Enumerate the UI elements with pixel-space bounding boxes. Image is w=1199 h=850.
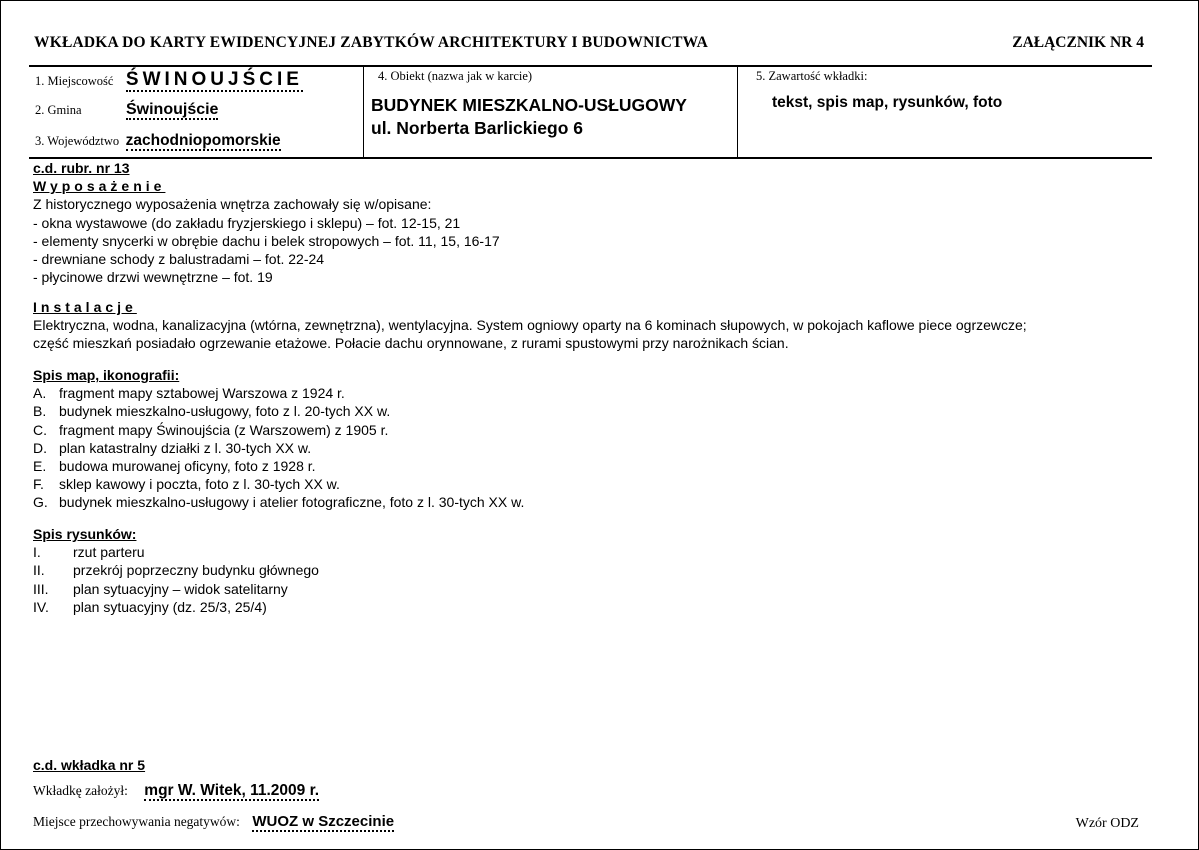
list-item: [33, 439, 524, 457]
contents-label: 5. Zawartość wkładki:: [756, 69, 868, 83]
item-key: II.: [33, 562, 45, 579]
document-title: WKŁADKA DO KARTY EWIDENCYJNEJ ZABYTKÓW ARCHITEKTURY I BUDOWNICTWA: [34, 34, 709, 51]
voivodeship-row: [35, 132, 281, 150]
equipment-intro: Z historycznego wyposażenia wnętrza zachowały się w/opisane:: [33, 196, 432, 213]
list-item: [33, 598, 319, 616]
installations-section: [33, 298, 1027, 353]
item-key: D.: [33, 439, 47, 456]
item-key: G.: [33, 494, 48, 511]
equipment-heading: Wyposażenie: [33, 178, 166, 195]
object-address: ul. Norberta Barlickiego 6: [371, 118, 584, 138]
installations-heading: Instalacje: [33, 299, 137, 315]
drawings-list: [33, 543, 319, 616]
form-pattern: Wzór ODZ: [1075, 816, 1139, 831]
installations-text-line-2: część mieszkań posiadało ogrzewanie etażowe. Połacie dachu orynnowane, z rurami spustowymi przy narożnikach ścian.: [33, 335, 789, 352]
item-key: A.: [33, 385, 47, 402]
list-item: [33, 457, 524, 475]
list-item: [33, 421, 524, 439]
equipment-list: [33, 214, 500, 287]
commune-row: [35, 101, 218, 119]
contents-value: tekst, spis map, rysunków, foto: [772, 94, 1003, 111]
voivodeship-value: zachodniopomorskie: [125, 132, 281, 149]
commune-value: Świnoujście: [125, 101, 219, 118]
maps-section: [33, 366, 524, 512]
author-value: mgr W. Witek, 11.2009 r.: [144, 782, 320, 799]
item-text: plan sytuacyjny – widok satelitarny: [73, 580, 288, 597]
object-column: [363, 67, 738, 157]
item-key: C.: [33, 421, 47, 438]
installations-text-line-1: Elektryczna, wodna, kanalizacyjna (wtórna, zewnętrzna), wentylacyjna. System ogniowy oparty na 6 kominach słupowych, w pokojach kaflowe piece ogrzewcze;: [33, 317, 1027, 334]
item-key: I.: [33, 544, 41, 561]
list-item: - okna wystawowe (do zakładu fryzjerskiego i sklepu) – fot. 12-15, 21: [33, 214, 461, 231]
list-item: - płycinowe drzwi wewnętrzne – fot. 19: [33, 269, 273, 286]
item-text: fragment mapy Świnoujścia (z Warszowem) z 1905 r.: [59, 421, 389, 438]
item-text: budynek mieszkalno-usługowy, foto z l. 20-tych XX w.: [59, 403, 391, 420]
item-key: E.: [33, 458, 47, 475]
continuation-note: c.d. wkładka nr 5: [33, 757, 146, 773]
object-label: 4. Obiekt (nazwa jak w karcie): [378, 69, 533, 83]
item-text: plan sytuacyjny (dz. 25/3, 25/4): [73, 598, 267, 615]
item-key: IV.: [33, 598, 49, 615]
storage-label: Miejsce przechowywania negatywów:: [33, 814, 240, 829]
equipment-section: [33, 159, 500, 286]
drawings-heading: Spis rysunków:: [33, 526, 137, 542]
author-row: [33, 782, 319, 800]
list-item: [33, 543, 319, 561]
locality-value: ŚWINOUJŚCIE: [125, 69, 303, 90]
list-item: [33, 384, 524, 402]
list-item: [33, 402, 524, 420]
item-text: budynek mieszkalno-usługowy i atelier fotograficzne, foto z l. 30-tych XX w.: [59, 494, 525, 511]
item-key: B.: [33, 403, 47, 420]
annex-number: ZAŁĄCZNIK NR 4: [1012, 34, 1144, 51]
object-name: BUDYNEK MIESZKALNO-USŁUGOWY: [371, 95, 687, 115]
item-text: plan katastralny działki z l. 30-tych XX w.: [59, 439, 312, 456]
maps-list: [33, 384, 524, 511]
list-item: [33, 475, 524, 493]
item-text: sklep kawowy i poczta, foto z l. 30-tych XX w.: [59, 476, 340, 493]
item-text: przekrój poprzeczny budynku głównego: [73, 562, 319, 579]
rubric-reference: c.d. rubr. nr 13: [33, 160, 130, 176]
item-key: F.: [33, 476, 44, 493]
list-item: - elementy snycerki w obrębie dachu i belek stropowych – fot. 11, 15, 16-17: [33, 232, 500, 249]
item-text: rzut parteru: [73, 544, 145, 561]
list-item: [33, 493, 524, 511]
item-text: fragment mapy sztabowej Warszowa z 1924 r.: [59, 385, 345, 402]
author-label: Wkładkę założył:: [33, 783, 128, 798]
maps-heading: Spis map, ikonografii:: [33, 367, 180, 383]
drawings-section: [33, 525, 319, 616]
storage-row: [33, 813, 394, 831]
locality-row: [35, 69, 303, 91]
contents-column: [737, 67, 1152, 157]
voivodeship-label: 3. Województwo: [35, 134, 120, 148]
locality-label: 1. Miejscowość: [35, 74, 114, 88]
commune-label: 2. Gmina: [35, 103, 82, 117]
list-item: [33, 561, 319, 579]
item-text: budowa murowanej oficyny, foto z 1928 r.: [59, 458, 316, 475]
list-item: [33, 580, 319, 598]
list-item: - drewniane schody z balustradami – fot. 22-24: [33, 251, 325, 268]
item-key: III.: [33, 580, 49, 597]
identification-table: [29, 65, 1152, 159]
location-column: [29, 67, 363, 157]
storage-value: WUOZ w Szczecinie: [252, 813, 395, 830]
